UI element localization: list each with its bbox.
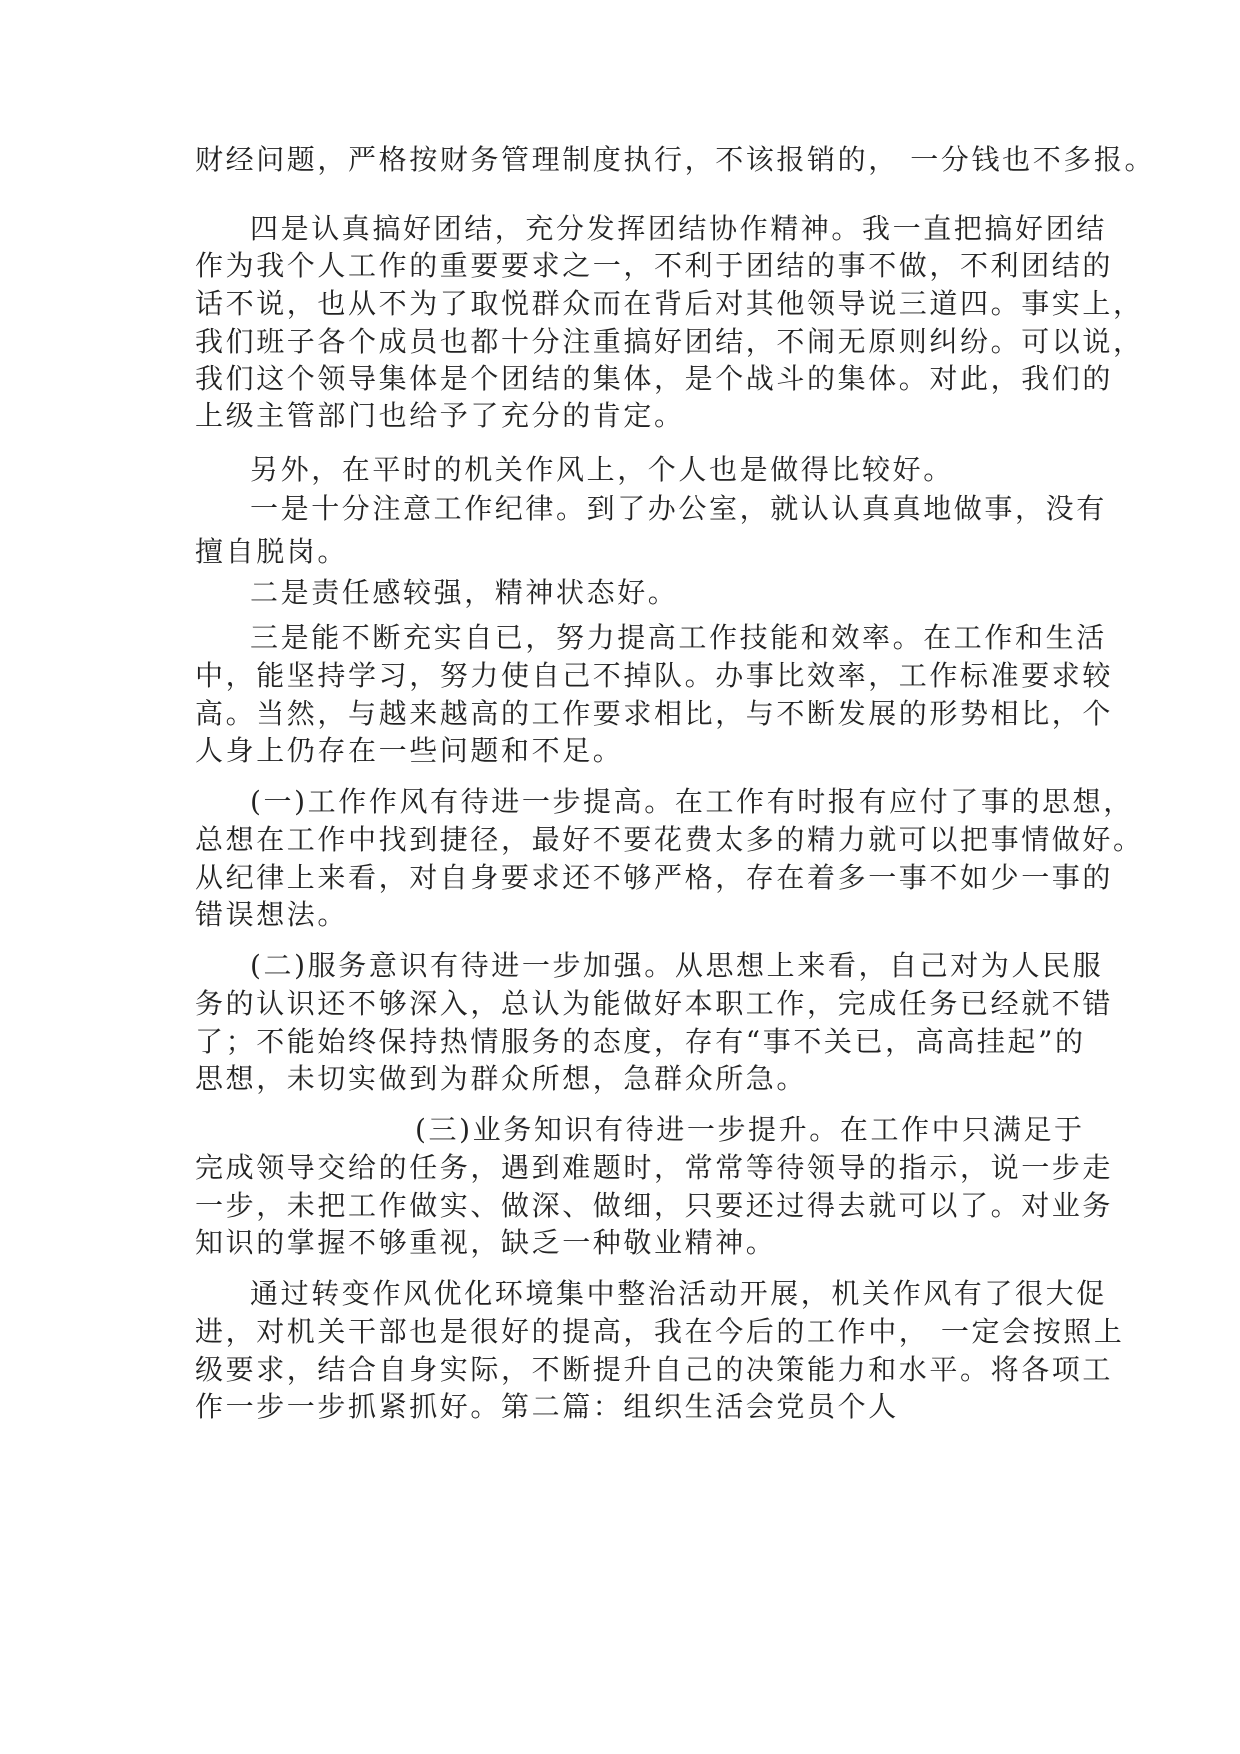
text-line: 二是责任感较强，精神状态好。 [250,576,679,609]
text-line: 人身上仍存在一些问题和不足。 [195,734,624,767]
text-line: 务的认识还不够深入，总认为能做好本职工作，完成任务已经就不错 [195,987,1114,1020]
text-line: 我们班子各个成员也都十分注重搞好团结，不闹无原则纠纷。可以说， [195,325,1144,358]
text-line: 上级主管部门也给予了充分的肯定。 [195,399,685,432]
text-line: 级要求，结合自身实际，不断提升自己的决策能力和水平。将各项工 [195,1353,1114,1386]
text-line: 话不说，也从不为了取悦群众而在背后对其他领导说三道四。事实上， [195,287,1144,320]
text-line: 从纪律上来看，对自身要求还不够严格，存在着多一事不如少一事的 [195,861,1114,894]
text-line: 知识的掌握不够重视，缺乏一种敬业精神。 [195,1226,777,1259]
text-line: 完成领导交给的任务，遇到难题时，常常等待领导的指示，说一步走 [195,1151,1114,1184]
text-line: 错误想法。 [195,898,349,931]
text-line: 财经问题，严格按财务管理制度执行，不该报销的， 一分钱也不多报。 [195,143,1156,176]
text-line: 进，对机关干部也是很好的提高，我在今后的工作中， 一定会按照上 [195,1315,1125,1348]
text-line: (三)业务知识有待进一步提升。在工作中只满足于 [415,1113,1085,1146]
text-line: 高。当然，与越来越高的工作要求相比，与不断发展的形势相比，个 [195,697,1114,730]
text-line: (二)服务意识有待进一步加强。从思想上来看，自己对为人民服 [250,949,1104,982]
text-line: 总想在工作中找到捷径，最好不要花费太多的精力就可以把事情做好。 [195,823,1144,856]
text-line: 作为我个人工作的重要要求之一，不利于团结的事不做，不利团结的 [195,249,1114,282]
text-line: 了；不能始终保持热情服务的态度，存有“事不关已，高高挂起”的 [195,1025,1086,1058]
text-line: 作一步一步抓紧抓好。第二篇：组织生活会党员个人 [195,1390,899,1423]
text-line: 三是能不断充实自已，努力提高工作技能和效率。在工作和生活 [250,621,1107,654]
text-line: 中，能坚持学习，努力使自己不掉队。办事比效率，工作标准要求较 [195,659,1114,692]
text-line: 擅自脱岗。 [195,535,349,568]
text-line: (一)工作作风有待进一步提高。在工作有时报有应付了事的思想， [250,785,1134,818]
text-line: 思想，未切实做到为群众所想，急群众所急。 [195,1062,808,1095]
text-line: 另外，在平时的机关作风上，个人也是做得比较好。 [250,453,954,486]
text-line: 通过转变作风优化环境集中整治活动开展，机关作风有了很大促 [250,1277,1107,1310]
text-line: 一是十分注意工作纪律。到了办公室，就认认真真地做事，没有 [250,492,1107,525]
text-line: 一步，未把工作做实、做深、做细，只要还过得去就可以了。对业务 [195,1189,1114,1222]
text-line: 四是认真搞好团结，充分发挥团结协作精神。我一直把搞好团结 [250,212,1107,245]
text-line: 我们这个领导集体是个团结的集体，是个战斗的集体。对此，我们的 [195,362,1114,395]
